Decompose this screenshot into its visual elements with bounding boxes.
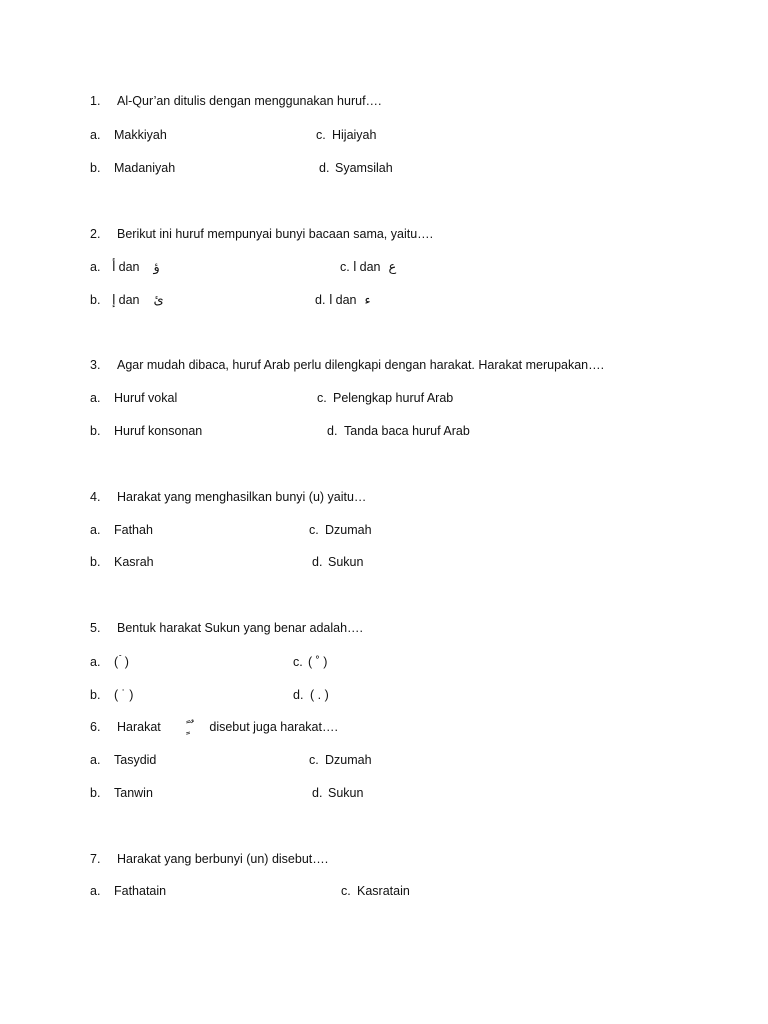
option-label: d. xyxy=(293,688,304,702)
conjunction: dan xyxy=(118,260,140,274)
question-number: 4. xyxy=(90,490,101,504)
arabic-letter: ا xyxy=(353,260,357,275)
option-d-text: Tanda baca huruf Arab xyxy=(344,424,470,438)
option-c-text: Hijaiyah xyxy=(332,128,377,142)
option-label: b. xyxy=(90,161,101,175)
arabic-letter: ء xyxy=(364,293,371,308)
conjunction: dan xyxy=(335,293,357,307)
option-label: c. xyxy=(309,753,319,767)
option-b-text: Madaniyah xyxy=(114,161,176,175)
option-a-text: Fathah xyxy=(114,523,153,537)
option-a-text xyxy=(109,259,163,276)
option-label: c. xyxy=(340,260,350,274)
option-label: b. xyxy=(90,786,101,800)
option-b-text: ( ˙ ) xyxy=(114,688,134,702)
conjunction: dan xyxy=(359,260,381,274)
tanwin-marks: ً ٍ ٌ xyxy=(186,720,194,735)
arabic-letter: ع xyxy=(388,260,397,275)
option-label: a. xyxy=(90,128,101,142)
option-label: d. xyxy=(312,555,323,569)
option-d-text: Sukun xyxy=(328,786,364,800)
option-b-text xyxy=(109,292,167,309)
arabic-letter: أ xyxy=(112,260,116,275)
option-label: c. xyxy=(309,523,319,537)
question-text-before: Harakat xyxy=(117,720,161,734)
conjunction: dan xyxy=(118,293,140,307)
option-b-text: Tanwin xyxy=(114,786,153,800)
option-label: b. xyxy=(90,688,101,702)
option-c-text: ( ˚ ) xyxy=(308,655,328,669)
option-label: d. xyxy=(312,786,323,800)
option-a-text: Huruf vokal xyxy=(114,391,178,405)
arabic-letter: إ xyxy=(112,293,116,308)
option-a-text: Fathatain xyxy=(114,884,167,898)
option-a-text: ( ۡ ) xyxy=(114,655,129,669)
arabic-letter: ؤ xyxy=(153,260,160,275)
question-number: 1. xyxy=(90,94,101,108)
question-text-after: disebut juga harakat…. xyxy=(209,720,338,734)
question-number: 6. xyxy=(90,720,101,734)
option-label: a. xyxy=(90,884,101,898)
option-label: a. xyxy=(90,655,101,669)
option-d-text: ( . ) xyxy=(310,688,329,702)
option-c-text: Dzumah xyxy=(325,523,372,537)
question-number: 5. xyxy=(90,621,101,635)
option-label: d. xyxy=(315,293,326,307)
option-c-text: Pelengkap huruf Arab xyxy=(333,391,454,405)
option-label: a. xyxy=(90,753,101,767)
question-text: Berikut ini huruf mempunyai bunyi bacaan sama, yaitu…. xyxy=(117,227,434,241)
arabic-letter: ئ xyxy=(153,293,164,308)
question-text: Harakat yang berbunyi (un) disebut…. xyxy=(117,852,329,866)
option-label: c. xyxy=(341,884,351,898)
option-label: c. xyxy=(293,655,303,669)
question-text: Al-Qur’an ditulis dengan menggunakan huruf…. xyxy=(117,94,382,108)
option-label: c. xyxy=(317,391,327,405)
question-number: 7. xyxy=(90,852,101,866)
option-label: a. xyxy=(90,391,101,405)
question-text xyxy=(117,719,338,736)
option-label: b. xyxy=(90,424,101,438)
option-a-text: Makkiyah xyxy=(114,128,167,142)
option-c-text: Kasratain xyxy=(357,884,410,898)
question-text: Bentuk harakat Sukun yang benar adalah…. xyxy=(117,621,364,635)
question-text: Harakat yang menghasilkan bunyi (u) yaitu… xyxy=(117,490,367,504)
option-b-text: Huruf konsonan xyxy=(114,424,203,438)
option-b-text: Kasrah xyxy=(114,555,154,569)
question-number: 2. xyxy=(90,227,101,241)
arabic-letter: ا xyxy=(329,293,333,308)
option-label: c. xyxy=(316,128,326,142)
option-label: d. xyxy=(327,424,338,438)
option-label: b. xyxy=(90,555,101,569)
option-d-text xyxy=(326,292,374,309)
option-label: a. xyxy=(90,260,101,274)
option-label: b. xyxy=(90,293,101,307)
option-label: d. xyxy=(319,161,330,175)
option-c-text xyxy=(350,259,399,276)
option-a-text: Tasydid xyxy=(114,753,157,767)
question-text: Agar mudah dibaca, huruf Arab perlu dilengkapi dengan harakat. Harakat merupakan…. xyxy=(117,358,605,372)
option-d-text: Syamsilah xyxy=(335,161,393,175)
question-number: 3. xyxy=(90,358,101,372)
option-c-text: Dzumah xyxy=(325,753,372,767)
option-label: a. xyxy=(90,523,101,537)
option-d-text: Sukun xyxy=(328,555,364,569)
